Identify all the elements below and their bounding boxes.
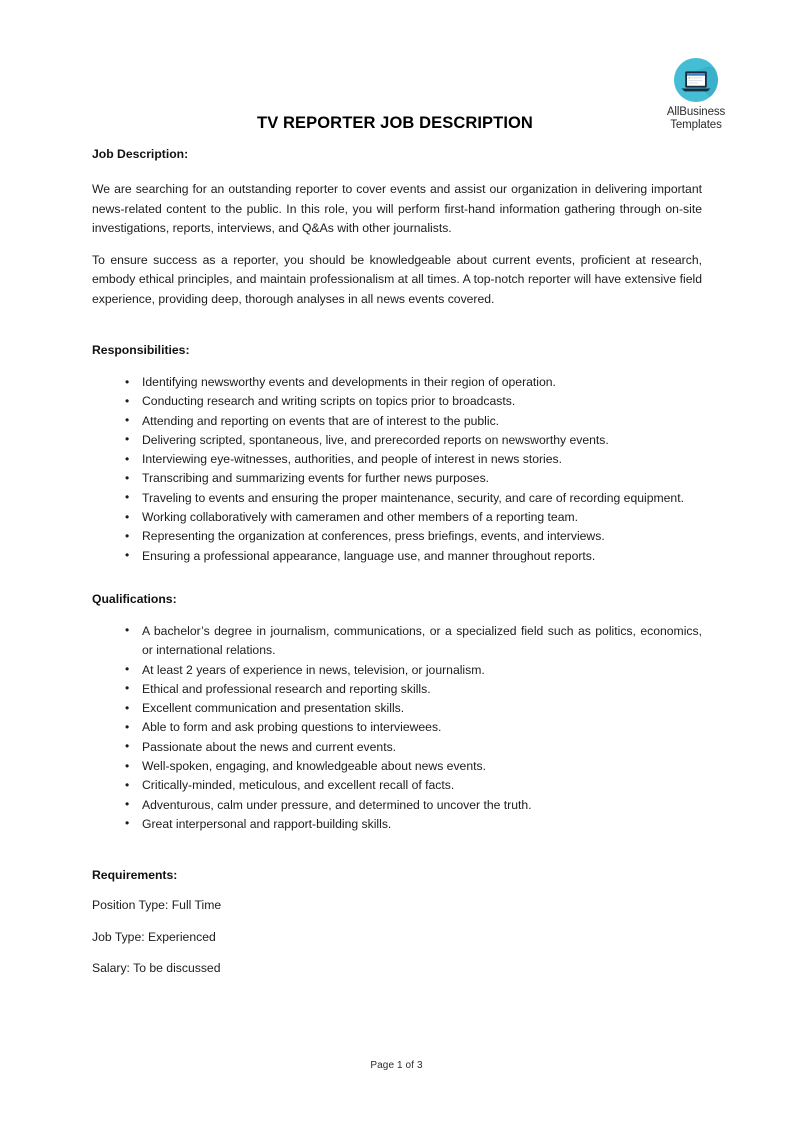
requirement-salary: Salary: To be discussed [92, 961, 221, 976]
list-item: • Able to form and ask probing questions to interviewees. [92, 718, 702, 737]
logo-text-line1: AllBusiness [666, 106, 726, 118]
list-item: • Traveling to events and ensuring the proper maintenance, security, and care of recording equipment. [92, 489, 702, 508]
requirement-position-type: Position Type: Full Time [92, 898, 222, 913]
requirement-job-type: Job Type: Experienced [92, 929, 216, 944]
list-item: • Identifying newsworthy events and developments in their region of operation. [92, 373, 702, 392]
list-item: • Interviewing eye-witnesses, authorities, and people of interest in news stories. [92, 450, 702, 469]
list-item: • A bachelor’s degree in journalism, communications, or a specialized field such as politics, economics, or international relations. [92, 622, 702, 661]
list-item: • Attending and reporting on events that are of interest to the public. [92, 412, 702, 431]
document-content [92, 0, 702, 979]
section-heading-responsibilities: Responsibilities: [92, 343, 190, 357]
section-heading-qualifications: Qualifications: [92, 591, 177, 606]
list-item: • Great interpersonal and rapport-building skills. [92, 815, 702, 834]
list-item: • Transcribing and summarizing events for further news purposes. [92, 469, 702, 488]
list-item: • Well-spoken, engaging, and knowledgeable about news events. [92, 757, 702, 776]
list-item: • Representing the organization at conferences, press briefings, events, and interviews. [92, 527, 702, 546]
list-item: • Ensuring a professional appearance, language use, and manner throughout reports. [92, 547, 702, 566]
logo-text-line2: Templates [670, 119, 722, 131]
responsibilities-list [92, 373, 702, 566]
list-item: • Critically-minded, meticulous, and excellent recall of facts. [92, 776, 702, 795]
list-item: • Excellent communication and presentation skills. [92, 699, 702, 718]
list-item: • Passionate about the news and current events. [92, 738, 702, 757]
list-item: • Working collaboratively with cameramen and other members of a reporting team. [92, 508, 702, 527]
list-item: • Conducting research and writing scripts on topics prior to broadcasts. [92, 392, 702, 411]
page-title: TV REPORTER JOB DESCRIPTION [257, 114, 533, 132]
section-heading-requirements: Requirements: [92, 868, 178, 883]
job-description-paragraph-1: We are searching for an outstanding reporter to cover events and assist our organization in delivering important news-related content to the public. In this role, you will perform first-hand information gathering through on-site investigations, reports, interviews, and Q&As with other journalists. [92, 182, 702, 235]
list-item: • Delivering scripted, spontaneous, live, and prerecorded reports on newsworthy events. [92, 431, 702, 450]
job-description-paragraph-2: To ensure success as a reporter, you should be knowledgeable about current events, proficient at research, embody ethical principles, and maintain professionalism at all times. A top-notch reporter will have extensive field experience, providing deep, thorough analyses in all news events covered. [92, 252, 702, 306]
qualifications-list [92, 622, 702, 834]
section-heading-job-description: Job Description: [92, 147, 189, 161]
list-item: • Ethical and professional research and reporting skills. [92, 680, 702, 699]
list-item: • Adventurous, calm under pressure, and determined to uncover the truth. [92, 796, 702, 815]
page-footer: Page 1 of 3 [370, 1060, 423, 1071]
list-item: • At least 2 years of experience in news, television, or journalism. [92, 661, 702, 680]
